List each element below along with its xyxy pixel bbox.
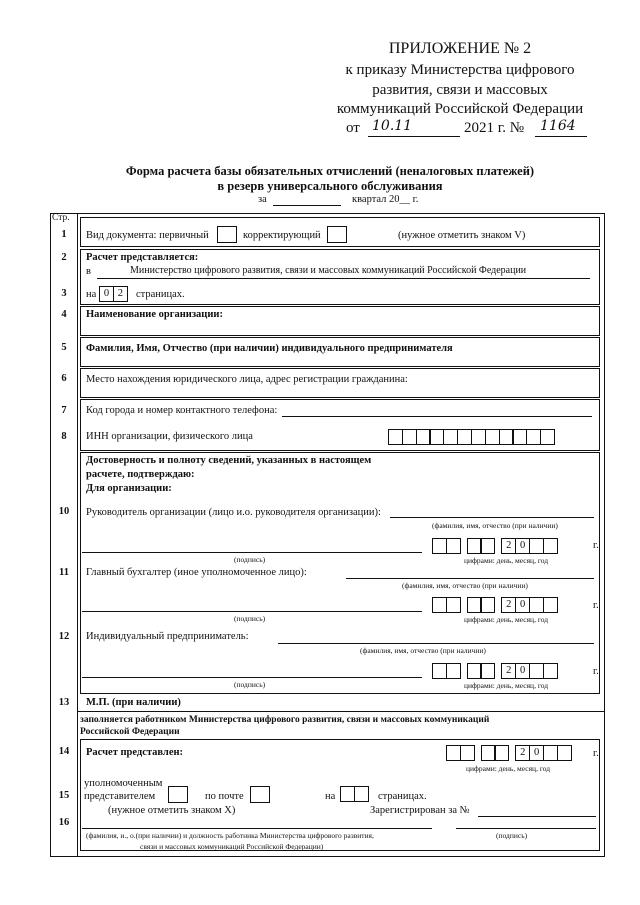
pages-on-2: на [325, 791, 336, 802]
pages-on: на [86, 289, 97, 300]
entrepreneur-name-label: Фамилия, Имя, Отчество (при наличии) индивидуального предпринимателя [86, 343, 453, 354]
inn-cell[interactable] [443, 429, 458, 445]
row-number-11: 11 [59, 567, 69, 578]
year-digit[interactable]: 2 [501, 597, 516, 613]
pages-word: страницах. [136, 289, 185, 300]
submitted-label: Расчет представлен: [86, 747, 184, 758]
employee-signature-note: (подпись) [496, 831, 528, 840]
row-number-12: 12 [58, 631, 70, 642]
inn-cell[interactable] [540, 429, 555, 445]
page-count-digit-1[interactable]: 0 [99, 286, 114, 302]
year-suffix: г. [593, 600, 599, 611]
date-cell[interactable] [460, 745, 475, 761]
appendix-line-4: коммуникаций Российской Федерации [336, 101, 584, 117]
authorized-rep-line-2: представителем [84, 791, 156, 802]
entrepreneur-name-underline[interactable] [278, 643, 594, 644]
row-number-header: Стр. [52, 213, 70, 223]
director-date-cells[interactable] [432, 538, 557, 554]
row-number-10: 10 [58, 506, 70, 517]
submitted-date-cells[interactable] [446, 745, 571, 761]
inn-cell[interactable] [499, 429, 514, 445]
inn-cell[interactable] [388, 429, 403, 445]
inn-cell[interactable] [402, 429, 417, 445]
accountant-label: Главный бухгалтер (иное уполномоченное лицо): [86, 567, 307, 578]
date-cell[interactable] [446, 745, 461, 761]
mark-note: (нужное отметить знаком V) [398, 230, 526, 241]
recipient-ministry: Министерство цифрового развития, связи и массовых коммуникаций Российской Федерации [130, 265, 527, 276]
phone-underline[interactable] [282, 416, 592, 417]
registration-number-underline[interactable] [478, 816, 596, 817]
date-underline [368, 136, 460, 137]
date-cell[interactable] [543, 597, 558, 613]
number-column-divider [77, 213, 78, 857]
by-post-label: по почте [205, 791, 244, 802]
date-cell[interactable] [446, 663, 461, 679]
year-digit[interactable]: 0 [515, 663, 530, 679]
ministry-note-line-1: заполняется работником Министерства цифрового развития, связи и массовых коммуникаций [80, 715, 490, 725]
order-date: 10.11 [372, 118, 413, 134]
date-prefix: от [346, 120, 360, 136]
year-digit[interactable]: 2 [501, 663, 516, 679]
row-number-2: 2 [61, 252, 67, 263]
date-cell[interactable] [481, 745, 496, 761]
row-number-4: 4 [61, 309, 67, 320]
entrepreneur-date-note: цифрами: день, месяц, год [464, 681, 549, 690]
appendix-line-3: развития, связи и массовых [372, 82, 548, 98]
accountant-name-underline[interactable] [346, 578, 594, 579]
inn-cell[interactable] [526, 429, 541, 445]
row-number-16: 16 [58, 817, 70, 828]
row-number-13: 13 [58, 697, 70, 708]
inn-cell[interactable] [416, 429, 431, 445]
director-name-underline[interactable] [390, 517, 594, 518]
year-digit[interactable]: 0 [515, 538, 530, 554]
pages-word-2: страницах. [378, 791, 427, 802]
period-underline [273, 205, 341, 206]
director-signature-line[interactable] [82, 552, 422, 553]
entrepreneur-label: Индивидуальный предприниматель: [86, 631, 249, 642]
seal-label: М.П. (при наличии) [86, 697, 181, 708]
entrepreneur-date-cells[interactable] [432, 663, 557, 679]
form-title-line-2: в резерв универсального обслуживания [217, 179, 443, 193]
row-number-8: 8 [61, 431, 67, 442]
date-cell[interactable] [467, 597, 482, 613]
inn-cell[interactable] [471, 429, 486, 445]
submitted-date-note: цифрами: день, месяц, год [466, 764, 551, 773]
accountant-signature-line[interactable] [82, 611, 422, 612]
row-number-6: 6 [61, 373, 67, 384]
director-signature-note: (подпись) [234, 555, 266, 564]
employee-note-line-2: связи и массовых коммуникаций Российской Федерации) [140, 842, 324, 851]
employee-signature-line[interactable] [456, 828, 596, 829]
received-pages-cells[interactable] [340, 786, 368, 802]
inn-cell[interactable] [485, 429, 500, 445]
period-quarter: квартал 20__ г. [352, 194, 419, 205]
row-number-14: 14 [58, 746, 70, 757]
director-fio-note: (фамилия, имя, отчество (при наличии) [432, 521, 558, 530]
document-type-label: Вид документа: первичный [86, 230, 209, 241]
date-cell[interactable] [494, 745, 509, 761]
seal-divider [78, 711, 604, 712]
primary-checkbox[interactable] [217, 226, 237, 243]
confirmation-line-2: расчете, подтверждаю: [86, 469, 195, 480]
date-cell[interactable] [543, 663, 558, 679]
date-cell[interactable] [529, 538, 544, 554]
inn-cell[interactable] [512, 429, 527, 445]
row-number-7: 7 [61, 405, 67, 416]
inn-cells[interactable] [388, 429, 554, 445]
order-number: 1164 [540, 118, 576, 134]
page-count-cells[interactable] [99, 286, 127, 302]
row-number-5: 5 [61, 342, 67, 353]
ministry-note-line-2: Российской Федерации [80, 727, 180, 737]
order-number-underline [535, 136, 587, 137]
date-cell[interactable] [432, 538, 447, 554]
inn-cell[interactable] [429, 429, 444, 445]
confirmation-line-1: Достоверность и полноту сведений, указанных в настоящем [86, 455, 372, 466]
inn-cell[interactable] [457, 429, 472, 445]
page-cell[interactable] [354, 786, 369, 802]
representative-checkbox[interactable] [168, 786, 188, 803]
appendix-line-2: к приказу Министерства цифрового [345, 62, 575, 78]
appendix-title: ПРИЛОЖЕНИЕ № 2 [388, 40, 532, 57]
post-checkbox[interactable] [250, 786, 270, 803]
row-number-15: 15 [58, 790, 70, 801]
entrepreneur-signature-line[interactable] [82, 677, 422, 678]
form-title-line-1: Форма расчета базы обязательных отчислений (неналоговых платежей) [125, 164, 535, 178]
recipient-underline [97, 278, 590, 279]
page-count-digit-2[interactable]: 2 [113, 286, 128, 302]
accountant-date-note: цифрами: день, месяц, год [464, 615, 549, 624]
year-suffix: г. [593, 540, 599, 551]
date-cell[interactable] [446, 597, 461, 613]
mark-x-note: (нужное отметить знаком Х) [108, 805, 236, 816]
phone-label: Код города и номер контактного телефона: [86, 405, 278, 416]
date-cell[interactable] [480, 538, 495, 554]
accountant-signature-note: (подпись) [234, 614, 266, 623]
corrective-checkbox[interactable] [327, 226, 347, 243]
submitted-in: в [86, 266, 91, 277]
year-digit[interactable]: 2 [515, 745, 530, 761]
employee-name-line[interactable] [82, 828, 432, 829]
date-cell[interactable] [529, 597, 544, 613]
year-suffix: г. [593, 666, 599, 677]
year-digit[interactable]: 0 [515, 597, 530, 613]
date-cell[interactable] [480, 597, 495, 613]
accountant-date-cells[interactable] [432, 597, 557, 613]
organization-name-label: Наименование организации: [86, 309, 223, 320]
date-cell[interactable] [543, 538, 558, 554]
date-cell[interactable] [432, 663, 447, 679]
employee-note-line-1: (фамилия, и., о.(при наличии) и должность работника Министерства цифрового развития, [86, 831, 374, 840]
row-number-1: 1 [61, 229, 67, 240]
director-date-note: цифрами: день, месяц, год [464, 556, 549, 565]
registered-label: Зарегистрирован за № [370, 805, 470, 816]
year-digit[interactable]: 0 [529, 745, 544, 761]
date-cell[interactable] [467, 663, 482, 679]
year-digit[interactable]: 2 [501, 538, 516, 554]
director-label: Руководитель организации (лицо и.о. руководителя организации): [86, 507, 381, 518]
row-number-3: 3 [61, 288, 67, 299]
date-cell[interactable] [467, 538, 482, 554]
corrective-label: корректирующий [243, 230, 321, 241]
submitted-title: Расчет представляется: [86, 252, 199, 263]
for-organization: Для организации: [86, 483, 172, 494]
date-cell[interactable] [543, 745, 558, 761]
period-for: за [258, 194, 267, 205]
date-cell[interactable] [446, 538, 461, 554]
authorized-rep-line-1: уполномоченным [84, 778, 163, 789]
page-cell[interactable] [340, 786, 355, 802]
date-cell[interactable] [480, 663, 495, 679]
entrepreneur-fio-note: (фамилия, имя, отчество (при наличии) [360, 646, 486, 655]
date-cell[interactable] [529, 663, 544, 679]
date-cell[interactable] [432, 597, 447, 613]
address-label: Место нахождения юридического лица, адрес регистрации гражданина: [86, 374, 408, 385]
inn-label: ИНН организации, физического лица [86, 431, 253, 442]
accountant-fio-note: (фамилия, имя, отчество (при наличии) [402, 581, 528, 590]
entrepreneur-signature-note: (подпись) [234, 680, 266, 689]
year-suffix: г. [593, 748, 599, 759]
date-cell[interactable] [557, 745, 572, 761]
order-year: 2021 г. № [464, 120, 525, 136]
